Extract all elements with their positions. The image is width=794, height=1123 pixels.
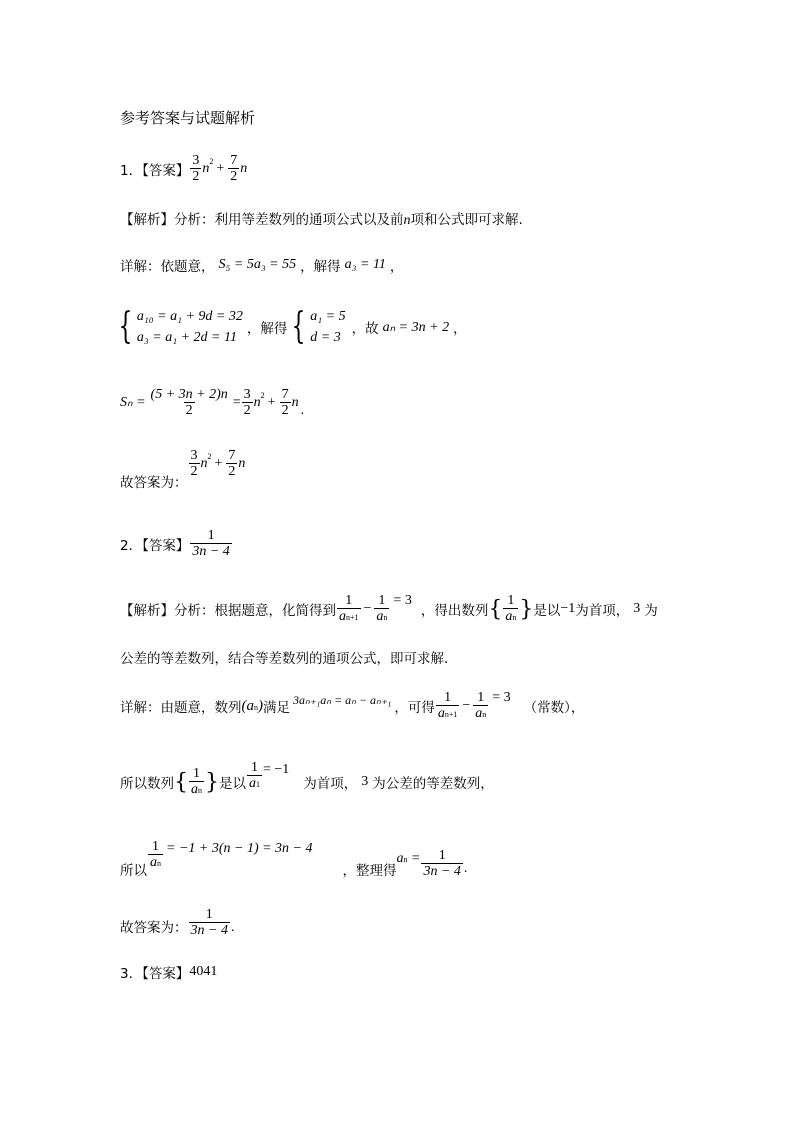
q2-seq-frac: $\frac{1}{an}$: [505, 593, 517, 624]
q2-analysis-line2: 公差的等差数列，结合等差数列的通项公式，即可求解.: [120, 651, 449, 667]
left-brace: {: [118, 306, 133, 347]
q2-so-line: 所以 $\frac{1}{an}$ = −1 + 3(n − 1) = 3n − 4 ，整理得 an = $\frac{1}{3n - 4}$ .: [120, 839, 468, 879]
q2-frac-1-an1: $\frac{1}{an+1}$: [339, 593, 359, 624]
q2-frac-1-an: $\frac{1}{an}$: [376, 593, 388, 624]
q2-detail-frac-1: $\frac{1}{an+1}$: [437, 690, 458, 721]
q2-analysis-line1: 【解析】分析：根据题意，化简得到 $\frac{1}{an+1}$ − $\frac{1}{an}$ = 3 ，得出数列 { $\frac{1}{an}$ } 是以 −1 为首项， 3 为: [120, 593, 658, 624]
q1-sn-frac-3-2: $\frac{3}{2}$: [243, 387, 251, 418]
q1-system-1: a₁₀ = a₁ + 9d = 32 a₃ = a₁ + 2d = 11: [136, 309, 243, 345]
left-brace-2: {: [291, 306, 306, 347]
q1-system-2: a₁ = 5 d = 3: [310, 309, 346, 345]
q2-so-frac: $\frac{1}{an}$: [150, 839, 161, 870]
q1-final-frac-3-2: $\frac{3}{2}$: [190, 448, 198, 479]
q1-sn-line: Sₙ = $\frac{(5 + 3n + 2)n}{2}$ = $\frac{3}{2}$ n 2 + $\frac{7}{2}$ n .: [120, 387, 305, 418]
q2-final-line: 故答案为： $\frac{1}{3n - 4}$ .: [120, 907, 235, 938]
q3-answer-line: 3．【答案】 4041: [120, 964, 218, 982]
section-title: 参考答案与试题解析: [120, 109, 256, 127]
q2-detail-frac-2: $\frac{1}{an}$: [475, 690, 487, 721]
q2-frac-1-a1: $\frac{1}{a1}$: [249, 760, 260, 791]
q2-arrange-frac: $\frac{1}{3n - 4}$: [423, 847, 461, 879]
q1-final-line: 故答案为： $\frac{3}{2}$ n 2 + $\frac{7}{2}$ n: [120, 448, 246, 491]
q2-answer-line: 2．【答案】 $\frac{1}{3n - 4}$: [120, 528, 230, 559]
q1-label: 1．【答案】: [120, 162, 190, 179]
q1-answer-line: 1．【答案】 $\frac{3}{2}$ n 2 + $\frac{7}{2}$ n: [120, 153, 248, 184]
q2-so-seq-line: 所以数列 { $\frac{1}{an}$ } 是以 $\frac{1}{a1}$ = −1 为首项， 3 为公差的等差数列，: [120, 760, 494, 797]
q2-so-seq-frac: $\frac{1}{an}$: [191, 766, 202, 797]
q2-final-frac: $\frac{1}{3n - 4}$: [190, 907, 228, 938]
q1-sn-frac: $\frac{(5 + 3n + 2)n}{2}$: [150, 387, 228, 418]
q1-final-frac-7-2: $\frac{7}{2}$: [228, 448, 236, 479]
q1-frac-3-2: $\frac{3}{2}$: [192, 153, 200, 184]
q1-frac-7-2: $\frac{7}{2}$: [230, 153, 238, 184]
q1-detail-line1: 详解：依题意， S₅ = 5a₃ = 55 ，解得 a₃ = 11 ，: [120, 257, 404, 275]
q2-detail-line: 详解：由题意，数列 (an) 满足 3aₙ₊₁aₙ = aₙ − aₙ₊₁ ，可得 $\frac{1}{an+1}$ − $\frac{1}{an}$ = 3 （常数），: [120, 690, 585, 721]
q3-answer: 4041: [189, 964, 218, 979]
q1-analysis: 【解析】分析：利用等差数列的通项公式以及前n项和公式即可求解.: [120, 212, 523, 228]
q1-sn-frac-7-2: $\frac{7}{2}$: [281, 387, 289, 418]
q2-answer-frac: $\frac{1}{3n - 4}$: [192, 528, 230, 559]
q1-systems-line: { a₁₀ = a₁ + 9d = 32 a₃ = a₁ + 2d = 11 ，解得 { a₁ = 5 d = 3 ，故 aₙ = 3n + 2 ，: [118, 306, 467, 347]
